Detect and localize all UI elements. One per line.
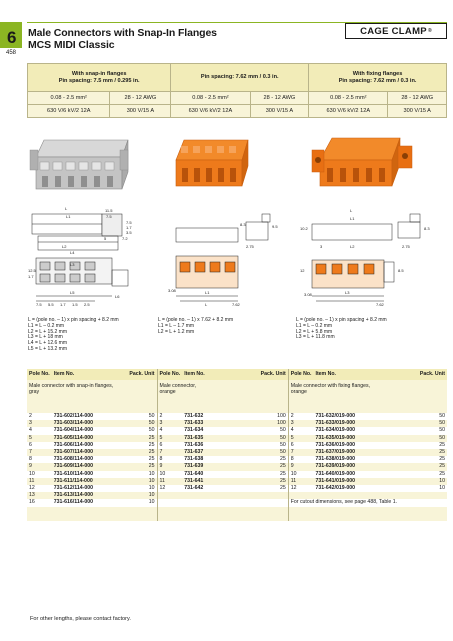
dim-label: 2.75	[246, 244, 254, 249]
pack-unit: 25	[439, 470, 445, 477]
dim-label: 3	[320, 244, 323, 249]
dim-label: L3	[345, 290, 350, 295]
spec-cell: 630 V/6 kV/2 12A	[28, 105, 110, 118]
dim-label: L	[205, 302, 208, 307]
dim-label: 2.5	[84, 302, 90, 307]
table-row	[27, 485, 447, 492]
dim-label: L1	[205, 290, 210, 295]
dim-label: 5.5	[48, 302, 54, 307]
table-row	[27, 435, 447, 442]
pole-number: 11	[27, 478, 52, 485]
pole-number: 4	[288, 427, 313, 434]
note-line: L5 = L + 13.2 mm	[28, 345, 68, 352]
pack-unit: 25	[112, 463, 157, 470]
note-line: L = (pole no. – 1) x pin spacing + 8.2 mm	[28, 317, 119, 323]
dim-label: 10.2	[300, 226, 308, 231]
cutout-note: For cutout dimensions, see page 488, Table 1.	[288, 499, 447, 506]
dim-label: 7.62	[232, 302, 240, 307]
pack-unit: 50	[393, 420, 447, 427]
dim-label: 1.7	[28, 274, 34, 279]
pole-number: 2	[157, 413, 182, 420]
pole-number: 5	[157, 435, 182, 442]
item-number: 731-638/019-000	[315, 456, 356, 463]
pack-unit: 50	[240, 435, 288, 442]
dim-label: 3.5	[126, 230, 132, 235]
pole-number: 12	[288, 485, 313, 492]
dim-label: 7.5	[106, 214, 112, 219]
item-number: 731-606/114-000	[53, 441, 93, 448]
column-header: Pack. Unit	[393, 369, 447, 380]
pole-number: 10	[157, 471, 182, 478]
gray-connector-photo	[30, 140, 128, 189]
item-number: 731-642/019-000	[315, 485, 356, 492]
item-number: 731-637	[182, 449, 240, 456]
group-description-line: gray	[29, 389, 40, 395]
pole-number: 5	[27, 435, 52, 442]
spacer-cell	[157, 405, 288, 413]
note-line: L4 = L + 12.6 mm	[28, 340, 68, 347]
table-row	[27, 427, 447, 434]
footer-note: For other lengths, please contact factory.	[30, 616, 131, 622]
item-number: 731-613/114-000	[52, 492, 112, 499]
dim-label: 8.3	[240, 222, 246, 227]
column-header: Item No.	[52, 369, 112, 380]
item-number: 731-641	[182, 478, 240, 485]
notes-left	[28, 318, 119, 353]
table-row	[27, 463, 447, 470]
pole-number: 7	[157, 449, 182, 456]
dim-label: 3.08	[304, 292, 312, 297]
table-row	[27, 442, 447, 449]
pole-number: 3	[157, 420, 182, 427]
spec-cell: 0.08 - 2.5 mm²	[171, 92, 250, 105]
pack-unit: 25	[439, 441, 445, 448]
note-line: L3 = L + 18 mm	[28, 334, 63, 341]
item-number: 731-635	[182, 435, 240, 442]
pole-number: 8	[29, 456, 32, 463]
item-number: 731-636/019-000	[315, 441, 356, 448]
brand-name: CAGE CLAMP	[360, 25, 427, 37]
pole-number: 6	[29, 441, 32, 448]
pole-number: 11	[288, 478, 313, 485]
pole-number: 8	[157, 456, 182, 463]
item-number: 731-608/114-000	[53, 456, 93, 463]
pole-number: 12	[29, 485, 35, 492]
note-line: L1 = L – 0.2 mm	[28, 322, 65, 329]
pack-unit: 50	[148, 427, 155, 434]
table-row	[27, 420, 447, 427]
dim-label: L	[350, 208, 353, 213]
group-description-line: Male connector,	[159, 383, 197, 389]
pole-number: 10	[29, 470, 35, 477]
pack-unit: 10	[148, 485, 155, 492]
pack-unit: 25	[240, 478, 288, 485]
pole-number: 6	[157, 442, 182, 449]
pack-unit: 50	[240, 449, 288, 456]
orange-connector-photo	[176, 140, 248, 186]
spec-col-line: Pin spacing: 7.62 mm / 0.3 in.	[200, 74, 279, 80]
empty-cell	[157, 492, 288, 499]
empty-cell	[157, 499, 288, 506]
note-line: L1 = L – 0.2 mm	[296, 322, 333, 329]
item-number: 731-610/114-000	[53, 470, 93, 477]
pack-unit: 50	[279, 427, 286, 434]
spec-col-line: Pin spacing: 7.5 mm / 0.295 in.	[58, 77, 140, 84]
note-line: L1 = L – 1.7 mm	[158, 322, 195, 329]
spacer-cell	[157, 507, 288, 521]
brand-registered-mark: ®	[427, 28, 432, 34]
item-number: 731-634	[184, 427, 204, 434]
dim-label: L6	[115, 294, 120, 299]
pole-number: 9	[157, 463, 182, 470]
group-description	[288, 380, 447, 405]
pack-unit: 50	[439, 427, 445, 434]
page-title: Male Connectors with Snap-In Flanges	[28, 27, 217, 39]
table-row	[27, 456, 447, 463]
item-number: 731-641/019-000	[314, 478, 394, 485]
pole-number: 6	[288, 442, 313, 449]
item-number: 731-632/019-000	[315, 413, 356, 419]
spec-cell: 300 V/15 A	[110, 105, 171, 118]
spec-cell: 28 - 12 AWG	[388, 92, 447, 105]
item-number: 731-609/114-000	[52, 463, 112, 470]
pole-number: 12	[157, 485, 182, 492]
pole-number: 4	[157, 427, 182, 434]
dimension-drawings	[0, 200, 453, 320]
item-number: 731-632	[184, 413, 204, 419]
pole-number: 2	[288, 413, 313, 420]
item-number: 731-635/019-000	[314, 435, 394, 442]
pack-unit: 25	[393, 449, 447, 456]
dim-label: L2	[62, 244, 67, 249]
pole-number: 3	[288, 420, 313, 427]
pack-unit: 25	[393, 463, 447, 470]
pack-unit: 50	[112, 420, 157, 427]
table-row	[27, 492, 447, 499]
dim-label: L1	[66, 214, 71, 219]
dim-label: 7.5	[126, 220, 132, 225]
group-description-line: Male connector with snap-in flanges,	[29, 383, 114, 389]
dim-label: 7.5	[36, 302, 42, 307]
dim-label: L3	[70, 262, 75, 267]
column-header: Pack. Unit	[240, 369, 288, 380]
pack-unit: 25	[240, 463, 288, 470]
orange-fixing-connector-photo	[312, 138, 412, 186]
dim-label: 3.08	[168, 288, 176, 293]
item-number: 731-633	[182, 420, 240, 427]
group-description-line: Male connector with fixing flanges,	[290, 383, 371, 389]
pole-number: 2	[29, 413, 32, 419]
spec-cell: 0.08 - 2.5 mm²	[28, 92, 110, 105]
column-header: Item No.	[182, 369, 240, 380]
spec-col-line: Pin spacing: 7.62 mm / 0.3 in.	[338, 77, 417, 84]
pack-unit: 50	[393, 435, 447, 442]
pole-number: 11	[157, 478, 182, 485]
item-number: 731-639	[182, 463, 240, 470]
group-description	[27, 380, 157, 405]
note-line: L2 = L + 15.2 mm	[28, 328, 68, 335]
item-number: 731-634/019-000	[315, 427, 356, 434]
dim-label: 2.75	[402, 244, 410, 249]
dim-label: L5	[70, 290, 75, 295]
note-line: L = (pole no. – 1) x pin spacing + 8.2 mm	[296, 317, 387, 323]
group-description-line: orange	[290, 389, 307, 395]
dim-label: 12	[300, 268, 305, 273]
page-subtitle: MCS MIDI Classic	[28, 39, 115, 51]
item-number: 731-642	[184, 485, 204, 492]
notes-right	[296, 318, 387, 341]
spec-cell: 28 - 12 AWG	[250, 92, 309, 105]
dim-label: 1.5	[72, 302, 78, 307]
dim-label: 12.5	[28, 268, 36, 273]
pole-number: 7	[27, 449, 52, 456]
pack-unit: 25	[279, 485, 286, 492]
ordering-table	[27, 369, 447, 521]
column-header: Pole No.	[157, 369, 182, 380]
chapter-number: 6	[7, 28, 17, 47]
spec-cell: 630 V/6 kV/2 12A	[309, 105, 388, 118]
item-number: 731-603/114-000	[52, 420, 112, 427]
pole-number: 16	[29, 499, 35, 506]
spacer-cell	[27, 507, 157, 521]
item-number: 731-604/114-000	[53, 427, 93, 434]
column-header: Pole No.	[27, 369, 52, 380]
empty-cell	[288, 492, 447, 499]
item-number: 731-602/114-000	[53, 413, 93, 419]
pack-unit: 50	[439, 413, 445, 419]
group-description-line: orange	[159, 389, 176, 395]
item-number: 731-611/114-000	[52, 478, 112, 485]
pole-number: 3	[27, 420, 52, 427]
item-number: 731-612/114-000	[53, 485, 93, 492]
dim-label: 1.7	[126, 225, 132, 230]
pack-unit: 50	[279, 441, 286, 448]
dim-label: 7.2	[122, 236, 128, 241]
dim-label: 8.5	[398, 268, 404, 273]
pole-number: 9	[27, 463, 52, 470]
item-number: 731-607/114-000	[52, 449, 112, 456]
note-line: L2 = L + 1.2 mm	[158, 328, 195, 335]
table-row	[27, 449, 447, 456]
note-line: L = (pole no. – 1) x 7.62 + 8.2 mm	[158, 317, 234, 323]
spec-cell: 300 V/15 A	[250, 105, 309, 118]
dim-label: L1	[350, 216, 355, 221]
pole-number: 7	[288, 449, 313, 456]
item-number: 731-616/114-000	[53, 499, 93, 506]
pack-unit: 25	[279, 456, 286, 463]
pack-unit: 10	[112, 492, 157, 499]
spacer-cell	[288, 507, 447, 521]
spec-cell: 0.08 - 2.5 mm²	[309, 92, 388, 105]
column-header: Pole No.	[288, 369, 313, 380]
item-number: 731-633/019-000	[314, 420, 394, 427]
page-number: 458	[6, 50, 17, 56]
table-row	[27, 478, 447, 485]
pack-unit: 10	[148, 470, 155, 477]
spacer-cell	[288, 405, 447, 413]
dim-label: L4	[70, 250, 75, 255]
spec-col-line: With snap-in flanges	[71, 70, 127, 77]
product-photos	[0, 0, 453, 210]
spec-cell: 300 V/15 A	[388, 105, 447, 118]
dim-label: 9.5	[272, 224, 278, 229]
pole-number: 10	[288, 471, 313, 478]
column-header: Item No.	[314, 369, 394, 380]
spec-col-line: With fixing flanges	[352, 70, 403, 77]
item-number: 731-636	[184, 441, 204, 448]
dim-label: 7.62	[376, 302, 384, 307]
table-row	[27, 471, 447, 478]
dim-label: 11.5	[105, 208, 113, 213]
pole-number: 13	[27, 492, 52, 499]
pack-unit: 100	[277, 413, 286, 419]
item-number: 731-640	[184, 470, 204, 477]
note-line: L3 = L + 11.8 mm	[296, 334, 335, 341]
dim-label: L	[65, 206, 68, 211]
pack-unit: 25	[112, 449, 157, 456]
dim-label: 8.3	[424, 226, 430, 231]
pack-unit: 10	[393, 478, 447, 485]
pack-unit: 25	[439, 456, 445, 463]
pack-unit: 25	[148, 441, 155, 448]
pack-unit: 10	[148, 499, 155, 506]
spec-cell: 630 V/6 kV/2 12A	[171, 105, 250, 118]
table-row	[27, 413, 447, 420]
pack-unit: 100	[240, 420, 288, 427]
dim-label: 1.7	[60, 302, 66, 307]
spec-cell: 28 - 12 AWG	[110, 92, 171, 105]
group-description	[157, 380, 288, 405]
spacer-cell	[27, 405, 157, 413]
pack-unit: 10	[439, 485, 445, 492]
pack-unit: 25	[279, 470, 286, 477]
item-number: 731-637/019-000	[314, 449, 394, 456]
pack-unit: 10	[112, 478, 157, 485]
column-header: Pack. Unit	[112, 369, 157, 380]
pack-unit: 50	[148, 413, 155, 419]
pack-unit: 25	[148, 456, 155, 463]
pole-number: 9	[288, 463, 313, 470]
pole-number: 8	[288, 456, 313, 463]
note-line: L2 = L + 5.8 mm	[296, 328, 333, 335]
notes-mid	[158, 318, 233, 335]
item-number: 731-605/114-000	[52, 435, 112, 442]
dim-label: L2	[350, 244, 355, 249]
dim-label: 5	[104, 236, 107, 241]
item-number: 731-639/019-000	[314, 463, 394, 470]
table-row	[27, 499, 447, 506]
pole-number: 4	[29, 427, 32, 434]
pack-unit: 25	[112, 435, 157, 442]
item-number: 731-640/019-000	[315, 470, 356, 477]
item-number: 731-638	[184, 456, 204, 463]
pole-number: 5	[288, 435, 313, 442]
